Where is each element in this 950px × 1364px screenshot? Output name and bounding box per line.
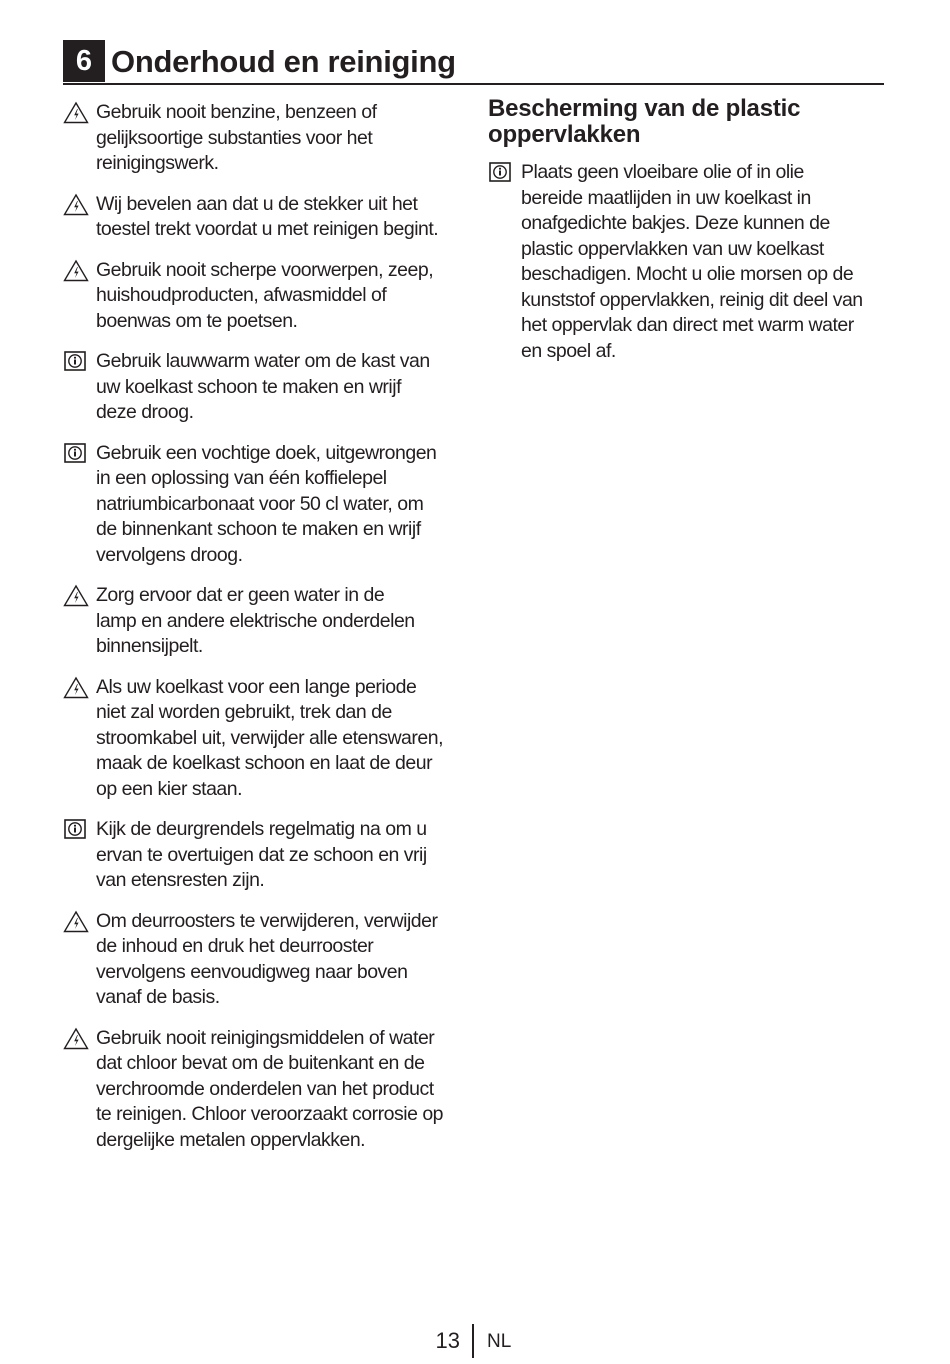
item-text: Gebruik lauwwarm water om de kast van uw koelkast schoon te maken en wrijf deze droog. [96,350,430,423]
list-item [63,258,463,335]
item-text: Gebruik een vochtige doek, uitgewrongen in een oplossing van één koffielepel natriumbicarbonaat voor 50 cl water, om de binnenkant schoon te maken en wrijf vervolgens droog. [96,441,437,566]
list-item [63,583,463,660]
language-code: NL [487,1331,512,1352]
item-text: Als uw koelkast voor een lange periode niet zal worden gebruikt, trek dan de stroomkabel uit, verwijder alle etenswaren, maak de koelkast schoon en laat de deur op een kier staan. [96,675,444,800]
right-items [488,160,888,364]
list-item [488,160,888,364]
item-text: Kijk de deurgrendels regelmatig na om u ervan te overtuigen dat ze schoon en vrij van etensresten zijn. [96,818,427,891]
list-item [63,100,463,177]
warning-icon [63,101,89,125]
item-text: Gebruik nooit reinigingsmiddelen of water dat chloor bevat om de buitenkant en de verchroomde onderdelen van het product te reinigen. Chloor veroorzaakt corrosie op dergelijke metalen oppervlakken. [96,1026,444,1151]
item-text: Zorg ervoor dat er geen water in de lamp en andere elektrische onderdelen binnensijpelt. [96,584,415,657]
list-item [63,1026,463,1154]
chapter-number: 6 [63,40,105,82]
info-icon [63,442,89,466]
info-icon [63,818,89,842]
list-item [63,817,463,894]
info-icon [63,350,89,374]
list-item [63,909,463,1011]
list-item [63,675,463,803]
list-item [63,192,463,243]
warning-icon [63,1027,89,1051]
page-number: 13 [435,1328,460,1353]
item-text: Wij bevelen aan dat u de stekker uit het toestel trekt voordat u met reinigen begint. [96,192,439,240]
info-icon [488,161,514,185]
item-text: Om deurroosters te verwijderen, verwijder de inhoud en druk het deurrooster vervolgens eenvoudigweg naar boven vanaf de basis. [96,909,438,1008]
footer-separator [472,1324,474,1358]
left-column [63,100,463,1168]
chapter-header [63,40,884,85]
warning-icon [63,584,89,608]
chapter-title: Onderhoud en reiniging [111,44,456,79]
item-text: Plaats geen vloeibare olie of in olie bereide maatlijden in uw koelkast in onafgedichte bakjes. Deze kunnen de plastic oppervlakken van uw koelkast beschadigen. Mocht u olie morsen op de kunststof oppervlakken, reinig dit deel van het oppervlak dan direct met warm water en spoel af. [521,161,863,362]
warning-icon [63,259,89,283]
warning-icon [63,676,89,700]
section-title: Bescherming van de plastic oppervlakken [488,95,801,148]
item-text: Gebruik nooit benzine, benzeen of gelijksoortige substanties voor het reinigingswerk. [96,101,377,174]
list-item [63,349,463,426]
warning-icon [63,910,89,934]
right-column [488,96,888,379]
warning-icon [63,193,89,217]
item-text: Gebruik nooit scherpe voorwerpen, zeep, huishoudproducten, afwasmiddel of boenwas om te poetsen. [96,258,434,332]
page-footer [0,1324,950,1360]
list-item [63,441,463,569]
